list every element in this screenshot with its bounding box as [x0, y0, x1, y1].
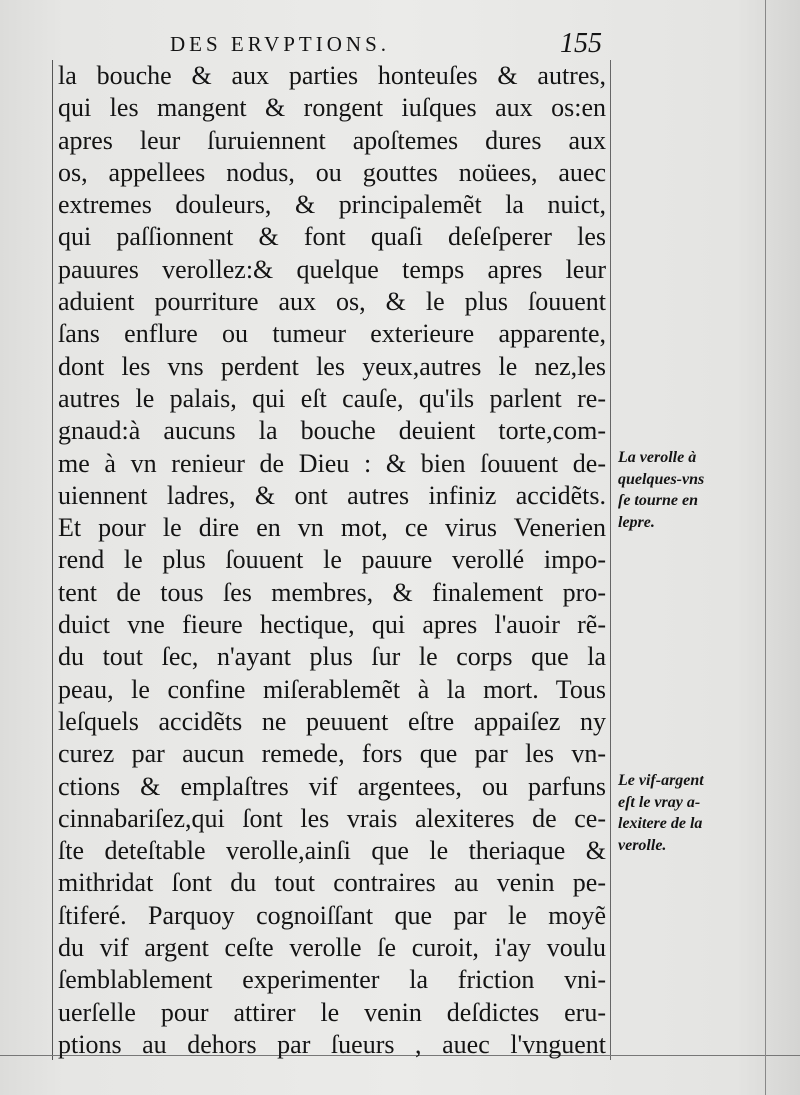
text-line: os, appellees nodus, ou gouttes noüees, auec [58, 157, 606, 187]
text-line: mithridat ſont du tout contraires au venin pe- [58, 868, 606, 898]
margin-note-vif-argent [618, 770, 768, 856]
margin-note-line: Le vif-argent [618, 772, 704, 789]
left-column-rule [52, 60, 53, 1060]
text-line: qui les mangent & rongent iuſques aux os:en [58, 93, 606, 123]
margin-note-verolle-lepre [618, 447, 768, 533]
text-line: uiennent ladres, & ont autres infiniz accidẽts. [58, 480, 606, 510]
text-line: ctions & emplaſtres vif argentees, ou parfuns [58, 771, 606, 801]
text-line: ſte deteſtable verolle,ainſi que le theriaque & [58, 836, 606, 866]
text-line: pauures verollez:& quelque temps apres leur [58, 254, 606, 284]
text-line: qui paſſionnent & font quaſi deſeſperer les [58, 222, 606, 252]
text-line: duict vne fieure hectique, qui apres l'auoir rẽ- [58, 610, 606, 640]
text-line: apres leur ſuruiennent apoſtemes dures aux [58, 125, 606, 155]
text-line: extremes douleurs, & principalemẽt la nuict, [58, 190, 606, 220]
margin-note-line: quelques-vns [618, 470, 705, 488]
text-line: curez par aucun remede, fors que par les vn- [58, 739, 606, 769]
text-line: dont les vns perdent les yeux,autres le nez,les [58, 351, 606, 381]
text-line: ſans enflure ou tumeur exterieure apparente, [58, 319, 606, 349]
running-title: DES ERVPTIONS. [170, 32, 391, 56]
text-line: du vif argent ceſte verolle ſe curoit, i'ay voulu [58, 933, 606, 963]
page-number: 155 [560, 28, 602, 59]
margin-note-line: lexitere de la [618, 815, 703, 832]
text-line: tent de tous ſes membres, & finalement pro- [58, 577, 606, 607]
text-line: la bouche & aux parties honteuſes & autres, [58, 61, 606, 90]
margin-note-line: La verolle à [618, 449, 697, 466]
text-line: rend le plus ſouuent le pauure verollé impo- [58, 545, 606, 575]
right-column-rule [610, 60, 611, 1060]
text-line: me à vn renieur de Dieu : & bien ſouuent de- [58, 448, 606, 478]
text-line: gnaud:à aucuns la bouche deuient torte,com- [58, 416, 606, 446]
text-line: leſquels accidẽts ne peuuent eſtre appaiſez ny [58, 706, 606, 736]
text-line: peau, le confine miſerablemẽt à la mort. Tous [58, 674, 606, 704]
margin-note-line: lepre. [618, 513, 655, 531]
margin-note-line: verolle. [618, 836, 667, 854]
margin-note-line: ſe tourne en [618, 492, 698, 509]
text-line: du tout ſec, n'ayant plus ſur le corps que la [58, 642, 606, 672]
text-line: ſtiferé. Parquoy cognoiſſant que par le moyẽ [58, 900, 606, 930]
main-text-block [58, 60, 606, 1061]
text-line: autres le palais, qui eſt cauſe, qu'ils parlent re- [58, 383, 606, 413]
page-edge-rule [765, 0, 766, 1095]
page-header [170, 28, 610, 62]
margin-note-line: eſt le vray a- [618, 793, 701, 811]
text-line: ſemblablement experimenter la friction vni- [58, 965, 606, 995]
text-line: Et pour le dire en vn mot, ce virus Venerien [58, 513, 606, 543]
text-line: ptions au dehors par ſueurs , auec l'vnguent [58, 1029, 606, 1059]
text-line: cinnabariſez,qui ſont les vrais alexiteres de ce- [58, 803, 606, 833]
text-line: uerſelle pour attirer le venin deſdictes eru- [58, 997, 606, 1027]
text-line: aduient pourriture aux os, & le plus ſouuent [58, 287, 606, 317]
